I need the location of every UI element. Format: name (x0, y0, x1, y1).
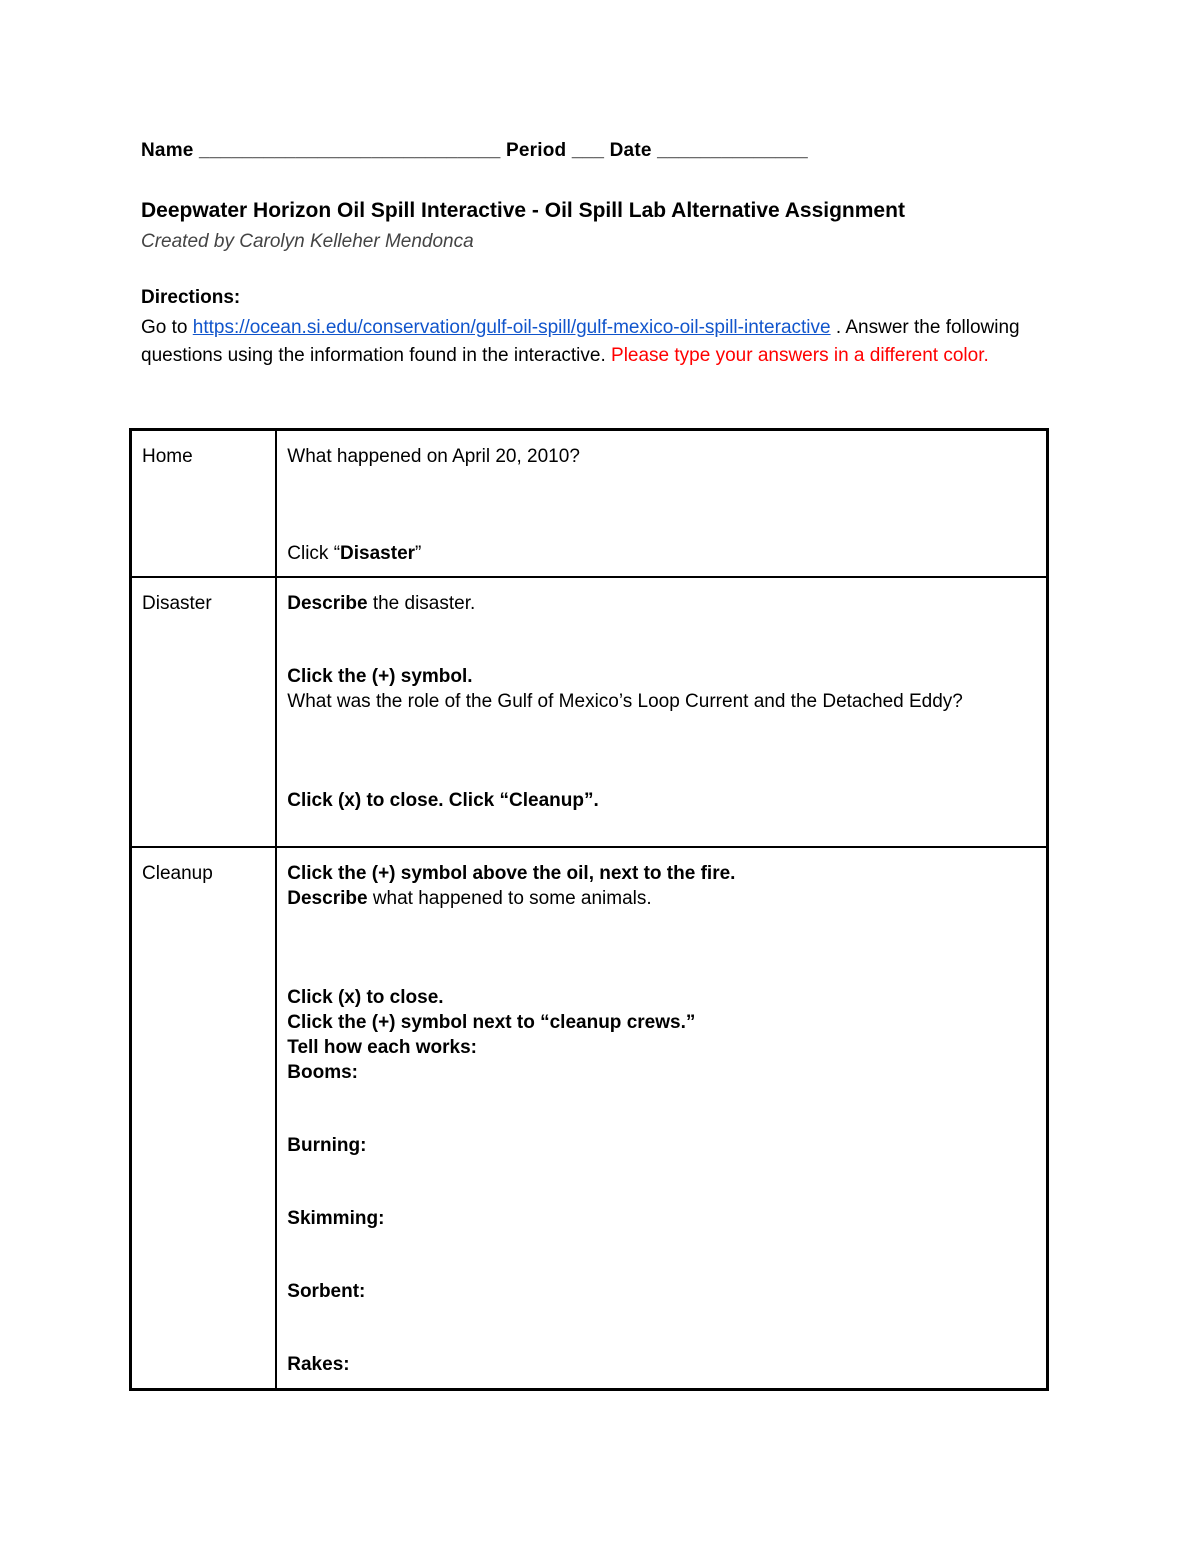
author-credit: Created by Carolyn Kelleher Mendonca (141, 231, 474, 252)
disaster-questions-cell[interactable] (276, 577, 1047, 847)
disaster-describe-bold: Describe (287, 593, 368, 614)
period-blank[interactable]: ___ (571, 140, 605, 161)
home-questions-cell[interactable] (276, 430, 1047, 578)
cleanup-describe-rest: what happened to some animals. (367, 888, 652, 909)
disaster-describe-prompt (287, 591, 1036, 616)
section-label-home (131, 430, 277, 578)
section-disaster-text: Disaster (142, 593, 212, 614)
loop-current-question: What was the role of the Gulf of Mexico’s Loop Current and the Detached Eddy? (287, 691, 963, 712)
directions-heading: Directions: (141, 287, 241, 308)
directions-go-to: Go to (141, 317, 193, 338)
booms-label: Booms: (287, 1062, 358, 1083)
table-row-disaster (131, 577, 1048, 847)
worksheet-table (129, 428, 1049, 1391)
home-click-instruction (287, 541, 1036, 566)
directions-text (141, 314, 1061, 370)
home-click-target: Disaster (340, 543, 416, 564)
disaster-click-plus: Click the (+) symbol. (287, 666, 473, 687)
home-click-prefix: Click “ (287, 543, 341, 564)
name-label: Name (141, 140, 194, 161)
burning-label: Burning: (287, 1135, 367, 1156)
date-label: Date (609, 140, 652, 161)
directions-instructions: . Answer the following questions using the information found in the interactive. (141, 317, 1020, 366)
section-label-cleanup (131, 847, 277, 1389)
cleanup-close-instruction: Click (x) to close. (287, 987, 444, 1008)
skimming-label: Skimming: (287, 1208, 385, 1229)
period-label: Period (506, 140, 567, 161)
section-home-text: Home (142, 446, 193, 467)
cleanup-describe-bold: Describe (287, 888, 368, 909)
cleanup-describe-prompt (287, 886, 1036, 911)
name-blank[interactable]: ____________________________ (199, 140, 501, 161)
home-question: What happened on April 20, 2010? (287, 446, 580, 467)
page-title: Deepwater Horizon Oil Spill Interactive - Oil Spill Lab Alternative Assignment (141, 199, 905, 222)
table-row-cleanup (131, 847, 1048, 1389)
cleanup-crews-instruction: Click the (+) symbol next to “cleanup crews.” (287, 1012, 696, 1033)
tell-how-prompt: Tell how each works: (287, 1037, 477, 1058)
sorbent-label: Sorbent: (287, 1281, 366, 1302)
student-info-line (141, 140, 808, 162)
date-blank[interactable]: ______________ (657, 140, 808, 161)
disaster-close-instruction: Click (x) to close. Click “Cleanup”. (287, 790, 599, 811)
disaster-describe-rest: the disaster. (367, 593, 476, 614)
interactive-link[interactable]: https://ocean.si.edu/conservation/gulf-oil-spill/gulf-mexico-oil-spill-interactive (192, 317, 831, 338)
cleanup-click-plus: Click the (+) symbol above the oil, next to the fire. (287, 863, 736, 884)
answer-color-note: Please type your answers in a different color. (611, 345, 989, 366)
home-click-suffix: ” (415, 543, 422, 564)
section-label-disaster (131, 577, 277, 847)
rakes-label: Rakes: (287, 1354, 350, 1375)
cleanup-questions-cell[interactable] (276, 847, 1047, 1389)
section-cleanup-text: Cleanup (142, 863, 213, 884)
table-row-home (131, 430, 1048, 578)
